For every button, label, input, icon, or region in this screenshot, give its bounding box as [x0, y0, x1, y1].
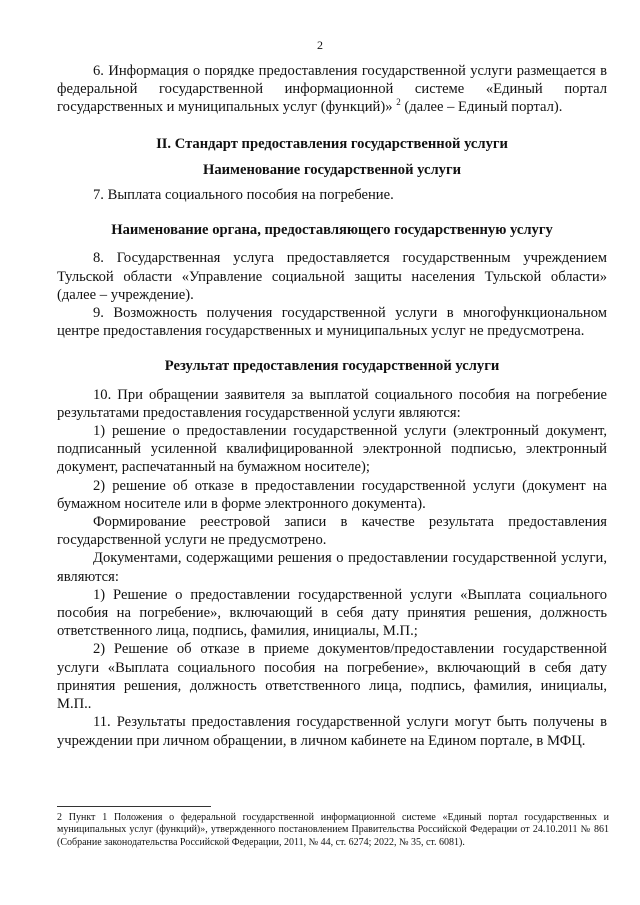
page-number: 2: [317, 38, 323, 52]
paragraph-10-documents: Документами, содержащими решения о предоставлении государственной услуги, являются:: [57, 550, 607, 585]
paragraph-6-tail: (далее – Единый портал).: [400, 99, 563, 116]
footnote-divider: [57, 806, 211, 807]
subheading-authority: Наименование органа, предоставляющего государственную услугу: [111, 222, 553, 239]
paragraph-7: 7. Выплата социального пособия на погребение.: [93, 187, 394, 204]
paragraph-6: [57, 62, 607, 117]
paragraph-10-doc-2: 2) Решение об отказе в приеме документов/предоставлении государственной услуги «Выплата социального пособия на погребение», включающий в себя дату принятия решения, должность ответственного лица, подпись, фамилия, инициалы, М.П..: [57, 641, 607, 713]
paragraph-11: 11. Результаты предоставления государственной услуги могут быть получены в учреждении при личном обращении, в личном кабинете на Едином портале, в МФЦ.: [57, 714, 607, 749]
subheading-service-name: Наименование государственной услуги: [203, 161, 461, 178]
subheading-result: Результат предоставления государственной услуги: [164, 358, 500, 375]
paragraph-8: 8. Государственная услуга предоставляется государственным учреждением Тульской области «Управление социальной защиты населения Тульской области» (далее – учреждение).: [57, 250, 607, 303]
paragraph-10-item-1: 1) решение о предоставлении государственной услуги (электронный документ, подписанный усиленной квалифицированной электронной подписью, электронный документ, распечатанный на бумажном носителе);: [57, 423, 607, 476]
paragraph-9: 9. Возможность получения государственной услуги в многофункциональном центре предоставления государственных и муниципальных услуг не предусмотрена.: [57, 305, 607, 340]
paragraph-6-text: 6. Информация о порядке предоставления государственной услуги размещается в федеральной государственной информационной системе «Единый портал государственных и муниципальных услуг (функций)»: [57, 63, 607, 116]
section-title: II. Стандарт предоставления государственной услуги: [156, 135, 508, 152]
footnote: 2 Пункт 1 Положения о федеральной государственной информационной системе «Единый портал государственных и муниципальных услуг (функций)», утвержденного постановлением Правительства Российской Федерации от 24.10.2011 № 861 (Собрание законодательства Российской Федерации, 2011, № 44, ст. 6274; 2022, № 35, ст. 6081).: [57, 812, 609, 848]
page-body: [57, 62, 607, 750]
paragraph-10-registry: Формирование реестровой записи в качестве результата предоставления государственной услуги не предусмотрено.: [57, 514, 607, 549]
paragraph-10-item-2: 2) решение об отказе в предоставлении государственной услуги (документ на бумажном носителе или в форме электронного документа).: [57, 477, 607, 512]
paragraph-10-doc-1: 1) Решение о предоставлении государственной услуги «Выплата социального пособия на погребение», включающий в себя дату принятия решения, должность ответственного лица, подпись, фамилия, инициалы, М.П.;: [57, 586, 607, 640]
paragraph-10: 10. При обращении заявителя за выплатой социального пособия на погребение результатами предоставления государственной услуги являются:: [57, 386, 607, 421]
footnote-ref[interactable]: 2: [396, 97, 401, 108]
